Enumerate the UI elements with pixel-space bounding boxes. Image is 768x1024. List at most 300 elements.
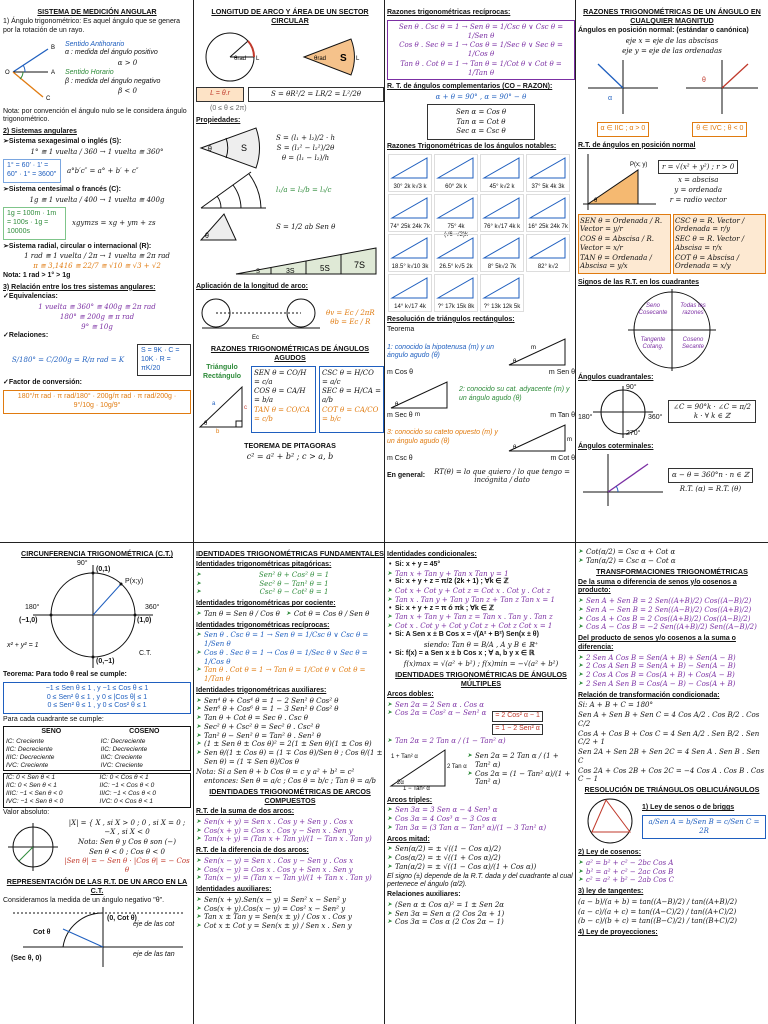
property-2: S = (l₁² − l₂²)/2θ — [276, 143, 335, 152]
recip-3: ➤ Tan θ . Cot θ = 1 → Tan θ = 1/Cot θ ∨ Cot θ = 1/Tan θ — [204, 666, 384, 684]
deg-90: 90° — [626, 383, 637, 391]
section-conditional-identities — [387, 548, 575, 1022]
coterminal-formula: α − θ = 360°n · n ∈ ℤ — [668, 468, 753, 483]
aux-1: ➤ Sen⁴ θ + Cos⁴ θ = 1 − 2 Sen² θ Cos² θ — [204, 697, 384, 706]
double-angle-triangle — [387, 746, 467, 794]
notable-triangle — [480, 194, 524, 232]
conditioned-0: Si: A + B + C = 180° — [578, 701, 653, 710]
rel-aux-3: ➤ Cos 3α = Cos α (2 Cos 2α − 1) — [395, 918, 575, 927]
pyth-2: ➤ Sec² θ − Tan² θ = 1 — [204, 580, 384, 589]
label-mtan: m Tan θ — [550, 412, 575, 419]
equivalences-heading: ✓Equivalencias: — [3, 293, 58, 301]
svg-text:S: S — [241, 143, 248, 154]
aux-4: ➤ Sec² θ + Csc² θ = Sec² θ . Csc² θ — [204, 723, 384, 732]
cond-1a: ➤ Tan x + Tan y + Tan x Tan y = 1 — [395, 570, 575, 579]
trapezoid-sector-icon — [196, 126, 276, 170]
label-msec: m Sec θ — [387, 412, 413, 419]
point-right: (1,0) — [137, 617, 152, 624]
label-msin: m Sen θ — [548, 369, 575, 377]
svg-text:θ: θ — [513, 359, 517, 366]
section-title: IDENTIDADES TRIGONOMÉTRICAS FUNDAMENTALES — [196, 549, 384, 558]
svg-text:O: O — [5, 69, 10, 76]
pi-approx: π ≅ 3,1416 ≅ 22/7 ≅ √10 ≅ √3 + √2 — [33, 262, 161, 270]
application-1: θv = Ec / 2πR — [326, 308, 375, 317]
anticlockwise-label: Sentido Antihorario — [65, 40, 125, 48]
sexagesimal-formula: 1° ≅ 1 vuelta / 360 → 1 vuelta ≅ 360° — [30, 147, 164, 156]
equivalence-2: 180° ≅ 200g ≅ π rad — [59, 312, 135, 321]
triple-2: ➤ Cos 3α = 4 Cos³ α − 3 Cos α — [395, 815, 575, 824]
tan-any: TAN θ = Ordenada / Abscisa = y/x — [580, 253, 652, 271]
resolution-triangle-1 — [505, 335, 575, 369]
alpha-quadrant-box: α ∈ IIC ; α > 0 — [597, 122, 650, 137]
point-left: (−1,0) — [19, 617, 38, 624]
notable-triangle — [480, 234, 524, 272]
cond-5a: f(x)max = √(a² + b²) ; f(x)min = −√(a² + b²) — [403, 660, 559, 668]
aux2-3: ➤ Tan x ± Tan y = Sen(x ± y) / Cos x . Cos y — [204, 913, 384, 922]
ps-1: ➤ 2 Sen A Cos B = Sen(A + B) + Sen(A − B) — [586, 654, 766, 663]
x-axis-def: eje x = eje de las abscisas — [625, 36, 719, 45]
ps-2: ➤ 2 Cos A Sen B = Sen(A + B) − Sen(A − B) — [586, 662, 766, 671]
radius-vector-diagram — [578, 152, 658, 212]
section-title: SISTEMA DE MEDICIÓN ANGULAR — [37, 7, 157, 16]
sector-area-formula: S = θR²/2 = LR/2 = L²/2θ — [248, 87, 384, 102]
pythagoras-formula: c² = a² + b² ; c > a, b — [246, 452, 334, 461]
notable-triangle-label: 14° k√17 4k — [394, 304, 426, 311]
section-transformations — [578, 548, 766, 1022]
alpha-def: α : medida del ángulo positivo — [65, 49, 158, 57]
triple-3: ➤ Tan 3α = (3 Tan α − Tan³ α)/(1 − 3 Tan² α) — [395, 824, 575, 833]
aux-note-2: entonces: Sen θ = a/c ; Cos θ = b/c ; Tan θ = a/b — [204, 777, 376, 786]
notable-triangle-label: 76° k√17 4k k — [483, 224, 521, 231]
notable-triangle — [388, 274, 432, 312]
sen-any: SEN θ = Ordenada / R. Vector = y/r — [580, 216, 663, 234]
reciprocal-heading: Razones trigonométricas recíprocas: — [387, 9, 511, 16]
section-trig-circle — [3, 548, 191, 1022]
notable-triangle — [388, 194, 432, 232]
law-projections-heading: 4) Ley de proyecciones: — [578, 929, 658, 936]
cot-any: COT θ = Abscisa / Ordenada = x/y — [675, 253, 740, 271]
centesimal-eq-box: 1g = 100m · 1m = 100s · 1g = 10000s — [3, 207, 66, 239]
section-title: LONGITUD DE ARCO Y ÁREA DE UN SECTOR CIRCULAR — [211, 7, 369, 25]
beta-def: β : medida del ángulo negativo — [65, 77, 161, 85]
application-heading: Aplicación de la longitud de arco: — [196, 283, 309, 290]
property-3: θ = (l₁ − l₂)/h — [281, 153, 330, 162]
aux2-1: ➤ Sen(x + y).Sen(x − y) = Sen² x − Sen² y — [204, 896, 384, 905]
table-cell: IIC: 0 < Sen θ < 1 — [6, 782, 57, 790]
half-heading: Arcos mitad: — [387, 835, 430, 843]
property-5: S = 1/2 ab Sen θ — [276, 222, 336, 231]
coterminal-heading: Ángulos coterminales: — [578, 442, 654, 450]
theorem-2: 0 ≤ Sen² θ ≤ 1 , y 0 ≤ |Cos θ| ≤ 1 — [46, 693, 148, 701]
radial-heading: ➢Sistema radial, circular o internacional (R): — [3, 242, 152, 250]
bounds-table — [3, 773, 191, 808]
law-sines-heading: 1) Ley de senos o de briggs — [642, 804, 735, 812]
notable-triangle-label: 16° 25k 24k 7k — [528, 224, 568, 231]
table-cell: IVC: −1 < Sen θ < 0 — [6, 798, 64, 806]
svg-text:m: m — [415, 412, 420, 418]
deg-360: 360° — [648, 413, 663, 421]
aux-3: ➤ Tan θ + Cot θ = Sec θ . Csc θ — [204, 714, 384, 723]
deg-180: 180° — [578, 413, 593, 421]
aux-7: ➤ Sen θ/(1 ± Cos θ) = (1 ∓ Cos θ)/Sen θ ; Cos θ/(1 ± Sen θ) = (1 ∓ Sen θ)/Cos θ — [204, 749, 384, 767]
svg-text:L: L — [256, 56, 260, 62]
conditioned-2: Cos A + Cos B + Cos C = 4 Sen A/2 . Sen B/2 . Sen C/2 + 1 — [578, 729, 760, 747]
diff-2: ➤ Cos(x − y) = Cos x . Cos y + Sen x . Sen y — [204, 866, 384, 875]
notable-triangle-label: 45° k√2 k — [489, 184, 515, 191]
table-row — [4, 790, 191, 798]
csc-any: CSC θ = R. Vector / Ordenada = r/y — [675, 216, 745, 234]
law-tangents-heading: 3) ley de tangentes: — [578, 888, 644, 895]
aux2-4: ➤ Cot x ± Cot y = Sen(x ± y) / Sen x . Sen y — [204, 922, 384, 931]
sector-diagram — [196, 27, 384, 85]
complementary-condition: α + θ = 90° , α = 90° − θ — [435, 93, 527, 101]
notable-triangle-label: 74° 25k 24k 7k — [390, 224, 430, 231]
adj-label: 1 − Tan² α — [403, 785, 430, 792]
svg-text:θ: θ — [204, 421, 208, 428]
svg-text:A: A — [51, 69, 56, 76]
notable-triangle-label: 75° 4k (√6−√2)k — [444, 224, 468, 238]
cond-4: • Si: A Sen x ± B Cos x = √(A² + B²) Sen(x ± θ) — [395, 631, 575, 640]
cot-label: Cot θ — [33, 928, 51, 936]
diff-1: ➤ Sen(x − y) = Sen x . Cos y − Sen y . Cos x — [204, 857, 384, 866]
abs-circle-icon — [3, 821, 63, 873]
abscissa-def: x = abscisa — [677, 176, 719, 185]
notable-triangle — [434, 194, 478, 238]
half-2: ➤ Cos(α/2) = ± √((1 + Cos α)/2) — [395, 854, 575, 863]
cond-4a: siendo: Tan θ = B/A , A y B ∈ ℝ⁺ — [423, 640, 539, 649]
resolution-heading: Resolución de triángulos rectángulos: — [387, 315, 515, 323]
notable-triangle-label: 82° k√2 — [537, 264, 559, 271]
rel-aux-2: ➤ Sen 3α = Sen α (2 Cos 2α + 1) — [395, 910, 575, 919]
tan-axis-label: eje de las tan — [133, 950, 175, 958]
table-row — [4, 754, 191, 762]
notable-triangle — [526, 154, 570, 192]
quadrantal-heading: Ángulos cuadrantales: — [578, 373, 654, 381]
label-mcos-1: m Cos θ — [387, 369, 414, 377]
law-cosines-heading: 2) Ley de cosenos: — [578, 849, 642, 856]
section-reciprocal-ratios — [387, 6, 575, 540]
relations-formula: S/180° = C/200g = R/π rad = K — [11, 355, 125, 364]
sp-1: ➤ Sen A + Sen B = 2 Sen((A+B)/2) Cos((A−B)/2) — [586, 597, 766, 606]
half-cot: ➤ Cot(α/2) = Csc α + Cot α — [586, 548, 766, 557]
svg-text:3S: 3S — [286, 268, 295, 276]
cot-ratio: COT θ = CA/CO = b/c — [322, 405, 379, 423]
reciprocal-heading: Identidades trigonométricas recíprocas: — [196, 621, 330, 629]
angle-90: 90° — [77, 560, 88, 567]
equivalence-3: 9° ≅ 10g — [81, 322, 113, 331]
svg-text:m: m — [531, 345, 536, 352]
notable-triangle — [434, 154, 478, 192]
table-cell: IIC: Decreciente — [100, 745, 148, 753]
angle-rotation-icon — [3, 37, 63, 107]
reciprocal-3: Tan θ . Cot θ = 1 → Tan θ = 1/Cot θ ∨ Cot θ = 1/Tan θ — [400, 59, 562, 77]
svg-text:7S: 7S — [354, 260, 366, 271]
diff-heading: R.T. de la diferencia de dos arcos: — [196, 847, 309, 854]
angle-360: 360° — [145, 604, 160, 611]
cot-diagram — [3, 907, 191, 967]
double-2b: = 1 − 2 Sen² α — [492, 724, 543, 735]
svg-text:B: B — [51, 44, 56, 51]
auxiliary-heading: Identidades trigonométricas auxiliares: — [196, 686, 327, 694]
table-row — [4, 738, 191, 746]
notable-triangle — [526, 194, 570, 232]
coterminal-result: R.T. (α) = R.T. (θ) — [679, 484, 742, 493]
quadrantal-diagram — [578, 384, 668, 440]
reciprocal-1: Sen θ . Csc θ = 1 → Sen θ = 1/Csc θ ∨ Csc θ = 1/Sen θ — [398, 22, 564, 40]
tan-ratio: TAN θ = CO/CA = c/b — [254, 405, 311, 423]
conditioned-3: Sen 2A + Sen 2B + Sen 2C = 4 Sen A . Sen B . Sen C — [578, 748, 760, 765]
svg-text:a: a — [212, 401, 216, 408]
angle-180: 180° — [25, 604, 40, 611]
table-cell: IC: Creciente — [6, 737, 44, 745]
resolution-triangle-3 — [505, 421, 575, 455]
svg-text:θrad: θrad — [234, 56, 247, 62]
rel-aux-heading: Relaciones auxiliares: — [387, 891, 461, 898]
law-cosines-b: ➤ b² = a² + c² − 2ac Cos B — [586, 868, 766, 877]
quadrant-signs-diagram — [578, 289, 766, 371]
svg-text:α: α — [608, 95, 613, 103]
double-2a: = 2 Cos² α − 1 — [492, 711, 543, 722]
rel-aux-1: ➤ (Sen α ± Cos α)² = 1 ± Sen 2α — [395, 901, 575, 910]
sum-heading: R.T. de la suma de dos arcos: — [196, 808, 295, 815]
law-cosines-c: ➤ c² = a² + b² − 2ab Cos C — [586, 876, 766, 885]
cos-ratio: COS θ = CA/H = b/a — [254, 387, 306, 404]
sec-point: (Sec θ, 0) — [11, 954, 42, 962]
quotient-heading: Identidades trigonométricas por cociente: — [196, 600, 336, 607]
conditional-heading: Identidades condicionales: — [387, 551, 477, 558]
cond-3b: ➤ Cot x . Cot y + Cot y Cot z + Cot z Cot x = 1 — [395, 622, 575, 631]
multiple-heading: IDENTIDADES TRIGONOMÉTRICAS DE ÁNGULOS MÚLTIPLES — [395, 669, 567, 688]
coterminal-diagram — [578, 452, 668, 508]
centesimal-xyz: xgymzs = xg + ym + zs — [72, 219, 156, 227]
acute-ratios-heading: RAZONES TRIGONOMÉTRICAS DE ÁNGULOS AGUDOS — [210, 343, 370, 362]
notable-triangle-label: 18.5° k√10 3k — [391, 264, 429, 271]
opp-label: 2 Tan α — [447, 763, 467, 770]
quadrantal-formula: ∠C = 90°k · ∠C = π/2 k · ∀ k ∈ ℤ — [668, 400, 756, 424]
svg-text:c: c — [244, 405, 247, 412]
abs-heading: Valor absoluto: — [3, 808, 50, 816]
half-3: ➤ Tan(α/2) = ± √((1 − Cos α)/(1 + Cos α)) — [395, 863, 575, 872]
svg-text:S: S — [256, 269, 261, 276]
table-cell: IIC: Decreciente — [6, 745, 53, 753]
radial-formula: 1 rad ≅ 1 vuelta / 2π → 1 vuelta ≅ 2π rad — [24, 252, 170, 261]
conditioned-4: Cos 2A + Cos 2B + Cos 2C = −4 Cos A . Cos B . Cos C − 1 — [578, 766, 765, 784]
svg-text:θrad: θrad — [314, 56, 327, 62]
right-triangle-label: Triángulo Rectángulo — [202, 363, 242, 380]
alpha-positive: α > 0 — [117, 59, 138, 67]
abs-formula: |X| = { X , si X > 0 ; 0 , si X = 0 ; −X , si X < 0 — [68, 819, 186, 836]
theorem-label: Teorema — [387, 325, 415, 333]
resolution-case-3: 3: conocido su cateto opuesto (m) y un ángulo agudo (θ) — [387, 429, 498, 445]
section-title: RAZONES TRIGONOMÉTRICAS DE UN ÁNGULO EN CUALQUIER MAGNITUD — [583, 7, 761, 25]
trig-angle-def: 1) Ángulo trigonométrico: Es aquel ángulo que se genera por la rotación de un rayo. — [3, 18, 181, 34]
half-tan: ➤ Tan(α/2) = Csc α − Cot α — [586, 557, 766, 566]
null-angle-note: Nota: por convención el ángulo nulo se le considera ángulo trigonométrico. — [3, 107, 187, 124]
clockwise-label: Sentido Horario — [65, 68, 114, 76]
table-cell: IIIC: −1 < Cos θ < 0 — [99, 790, 157, 798]
table-cell: IIIC: Decreciente — [6, 753, 55, 761]
reciprocal-2: Cos θ . Sec θ = 1 → Cos θ = 1/Sec θ ∨ Sec θ = 1/Cos θ — [399, 41, 563, 58]
table-row — [4, 762, 191, 771]
svg-text:θ: θ — [208, 146, 212, 154]
aux-note: Nota: Si a Sen θ + b Cos θ = c y a² + b² = c² — [196, 767, 355, 776]
csc-ratio: CSC θ = H/CO = a/c — [322, 368, 374, 386]
cot-point: (0, Cot θ) — [107, 914, 137, 922]
complementary-heading: R. T. de ángulos complementarios (CO – RAZON): — [387, 83, 553, 91]
q2-label: Seno Cosecante — [638, 302, 668, 317]
half-1: ➤ Sen(α/2) = ± √((1 − Cos α)/2) — [395, 845, 575, 854]
notable-triangle — [434, 234, 478, 272]
cond-3a: ➤ Tan x + Tan y + Tan z = Tan x . Tan y . Tan z — [395, 613, 575, 622]
law-cosines-a: ➤ a² = b² + c² − 2bc Cos A — [586, 859, 766, 868]
ps-3: ➤ 2 Cos A Cos B = Cos(A + B) + Cos(A − B) — [586, 671, 766, 680]
point-bottom: (0,−1) — [96, 658, 115, 665]
sector-sequence-diagram — [196, 244, 384, 278]
aux-6: ➤ (1 ± Sen θ ± Cos θ)² = 2(1 ± Sen θ)(1 ± Cos θ) — [204, 740, 384, 749]
triangle-area-icon — [196, 210, 276, 244]
notable-triangle-label: 30° 2k k√3 k — [393, 184, 427, 191]
col-divider-3 — [575, 0, 576, 1024]
section-identities — [196, 548, 384, 1022]
relation-heading: 3) Relación entre los tres sistemas angulares: — [3, 283, 156, 291]
table-row — [4, 782, 191, 790]
sexagesimal-heading: ➢Sistema sexagesimal o inglés (S): — [3, 137, 122, 145]
systems-heading: 2) Sistemas angulares — [3, 128, 77, 135]
svg-text:θ: θ — [205, 233, 209, 241]
svg-text:S: S — [340, 53, 347, 64]
sec-ratio: SEC θ = H/CA = a/b — [322, 387, 381, 404]
col-divider-1 — [193, 0, 194, 1024]
sexagesimal-eq-box: 1° = 60′ · 1′ = 60″ · 1° = 3600″ — [3, 159, 61, 183]
hyp-label: 1 + Tan² α — [391, 753, 418, 760]
notable-triangle — [388, 154, 432, 192]
standard-position-diagram — [578, 56, 766, 116]
abs-note: Nota: Sen θ y Cos θ son (−) — [78, 837, 176, 846]
sum-3: ➤ Tan(x + y) = (Tan x + Tan y)/(1 − Tan x . Tan y) — [204, 835, 384, 844]
rolling-wheel-icon — [196, 293, 326, 343]
pyth-1: ➤ Sen² θ + Cos² θ = 1 — [204, 571, 384, 580]
diff-3: ➤ Tan(x − y) = (Tan x − Tan y)/(1 + Tan x . Tan y) — [204, 874, 384, 883]
circle-equation: x² + y² = 1 — [7, 642, 39, 649]
svg-text:m: m — [567, 436, 572, 443]
complementary-1: Sen α = Cos θ — [455, 107, 507, 116]
notable-triangle — [480, 154, 524, 192]
equivalence-1: 1 vuelta ≅ 360° ≅ 400g ≅ 2π rad — [38, 303, 156, 311]
aux-5: ➤ Tan² θ − Sen² θ = Tan² θ . Sen² θ — [204, 732, 384, 741]
product-to-sum-heading: Del producto de senos y/o cosenos a la suma o diferencia: — [578, 635, 736, 651]
ps-4: ➤ 2 Sen A Sen B = Cos(A − B) − Cos(A + B) — [586, 680, 766, 689]
notable-triangle-label: ?° 13k 12k 5k — [483, 304, 521, 311]
ec-label: Ec — [252, 334, 260, 341]
aux2-heading: Identidades auxiliares: — [196, 886, 272, 893]
aux-2: ➤ Sen⁶ θ + Cos⁶ θ = 1 − 3 Sen² θ Cos² θ — [204, 705, 384, 714]
property-1: S = (l₁ + l₂)/2 · h — [276, 134, 335, 143]
svg-text:L: L — [356, 56, 360, 62]
theorem-1: −1 ≤ Sen θ ≤ 1 , y −1 ≤ Cos θ ≤ 1 — [45, 684, 149, 692]
circumscribed-triangle-icon — [578, 796, 642, 846]
transformations-heading: TRANSFORMACIONES TRIGONOMÉTRICAS — [596, 566, 748, 576]
notable-heading: Razones Trigonométricas de los ángulos notables: — [387, 143, 557, 150]
q1-label: Todas las razones — [680, 302, 706, 317]
quotient-2: ➤ Cot θ = Cos θ / Sen θ — [294, 610, 369, 619]
svg-text:θ: θ — [395, 402, 399, 408]
label-mcot: m Cot θ — [550, 454, 575, 462]
cond-2b: ➤ Tan x . Tan y + Tan y Tan z + Tan z Tan x = 1 — [395, 596, 575, 605]
svg-text:2α: 2α — [397, 779, 404, 786]
sp-3: ➤ Cos A + Cos B = 2 Cos((A+B)/2) Cos((A−B)/2) — [586, 615, 766, 624]
double-2: ➤ Cos 2α = Cos² α − Sen² α — [395, 709, 486, 737]
normal-position-heading: R.T. de ángulos en posición normal — [578, 141, 696, 149]
section-arc-length — [196, 6, 384, 540]
application-2: θb = Ec / R — [330, 318, 371, 327]
notable-triangle-label: ?° 17k 15k 8k — [437, 304, 475, 311]
law-sines: a/Sen A = b/Sen B = c/Sen C = 2R — [642, 815, 766, 839]
double-3: ➤ Tan 2α = 2 Tan α / (1 − Tan² α) — [395, 737, 575, 746]
standard-position-heading: Ángulos en posición normal: (estándar o canónica) — [578, 27, 749, 34]
conversion-heading: ✓Factor de conversión: — [3, 379, 82, 387]
centesimal-formula: 1g ≅ 1 vuelta / 400 → 1 vuelta ≅ 400g — [29, 195, 165, 204]
quadrant-heading: Para cada cuadrante se cumple: — [3, 716, 104, 723]
notable-triangle — [434, 274, 478, 312]
table-cell: IIC: −1 < Cos θ < 0 — [99, 782, 155, 790]
theorem-heading — [3, 671, 191, 680]
complementary-3: Sec α = Csc θ — [456, 127, 506, 136]
deg-270: 270° — [626, 429, 641, 437]
cond-2a: ➤ Cot x + Cot y + Cot z = Cot x . Cot y . Cot z — [395, 587, 575, 596]
tan-cos2: ➤ Cos 2α = (1 − Tan² α)/(1 + Tan² α) — [475, 770, 575, 788]
svg-text:b: b — [216, 429, 220, 436]
triple-heading: Arcos triples: — [387, 796, 433, 804]
cos-any: COS θ = Abscisa / R. Vector = x/r — [580, 235, 655, 252]
ordinate-def: y = ordenada — [674, 186, 723, 194]
sp-2: ➤ Sen A − Sen B = 2 Sen((A−B)/2) Cos((A+B)/2) — [586, 606, 766, 615]
sum-2: ➤ Cos(x + y) = Cos x . Cos y − Sen x . Sen y — [204, 827, 384, 836]
abs-note-2: Sen θ < 0 ; Cos θ < 0 — [89, 847, 165, 856]
relations-heading: ✓Relaciones: — [3, 332, 49, 340]
table-row — [4, 774, 191, 783]
col-seno: SENO — [41, 727, 62, 735]
sexagesimal-abc: a°b′c″ = a° + b′ + c″ — [67, 166, 139, 175]
table-cell: IIIC: −1 < Sen θ < 0 — [6, 790, 63, 798]
ct-label: C.T. — [139, 650, 152, 657]
svg-text:θ: θ — [702, 77, 706, 85]
rotation-diagram — [3, 37, 191, 107]
cond-3: • Si: x + y + z = π ó πk ; ∀k ∈ ℤ — [395, 605, 575, 614]
concentric-arcs-icon — [196, 170, 276, 210]
arc-length-formula: L = θ.r — [196, 87, 244, 102]
label-mcsc: m Csc θ — [387, 454, 413, 462]
law-tangents-a: (a − b)/(a + b) = tan((A−B)/2) / tan((A+B)/2) — [578, 897, 737, 906]
table-cell: IVC: Creciente — [100, 761, 143, 769]
sin-ratio: SEN θ = CO/H = c/a — [254, 368, 307, 386]
theorem-3: 0 ≤ Sen² θ ≤ 1 , y 0 ≤ Cos² θ ≤ 1 — [47, 702, 147, 710]
notable-triangles-grid — [387, 153, 575, 313]
notable-triangle-label: 60° 2k k — [445, 184, 467, 191]
notable-triangle — [526, 234, 570, 272]
sec-any: SEC θ = R. Vector / Abscisa = r/x — [675, 235, 745, 252]
conditioned-heading: Relación de transformación condicionada: — [578, 691, 720, 699]
table-row — [4, 798, 191, 807]
table-cell: IC: 0 < Cos θ < 1 — [99, 774, 149, 781]
notable-triangle — [388, 234, 432, 272]
relations-k-box: S = 9K · C = 10K · R = πK/20 — [137, 344, 191, 376]
properties-heading: Propiedades: — [196, 116, 241, 124]
col-coseno: COSENO — [129, 727, 160, 735]
radius-vector-def: r = radio vector — [669, 195, 727, 204]
conditioned-1: Sen A + Sen B + Sen C = 4 Cos A/2 . Cos B/2 . Cos C/2 — [578, 711, 760, 728]
section-title: CIRCUNFERENCIA TRIGONOMÉTRICA (C.T.) — [21, 549, 173, 558]
theta-quadrant-box: θ ∈ IVC ; θ < 0 — [692, 122, 747, 137]
